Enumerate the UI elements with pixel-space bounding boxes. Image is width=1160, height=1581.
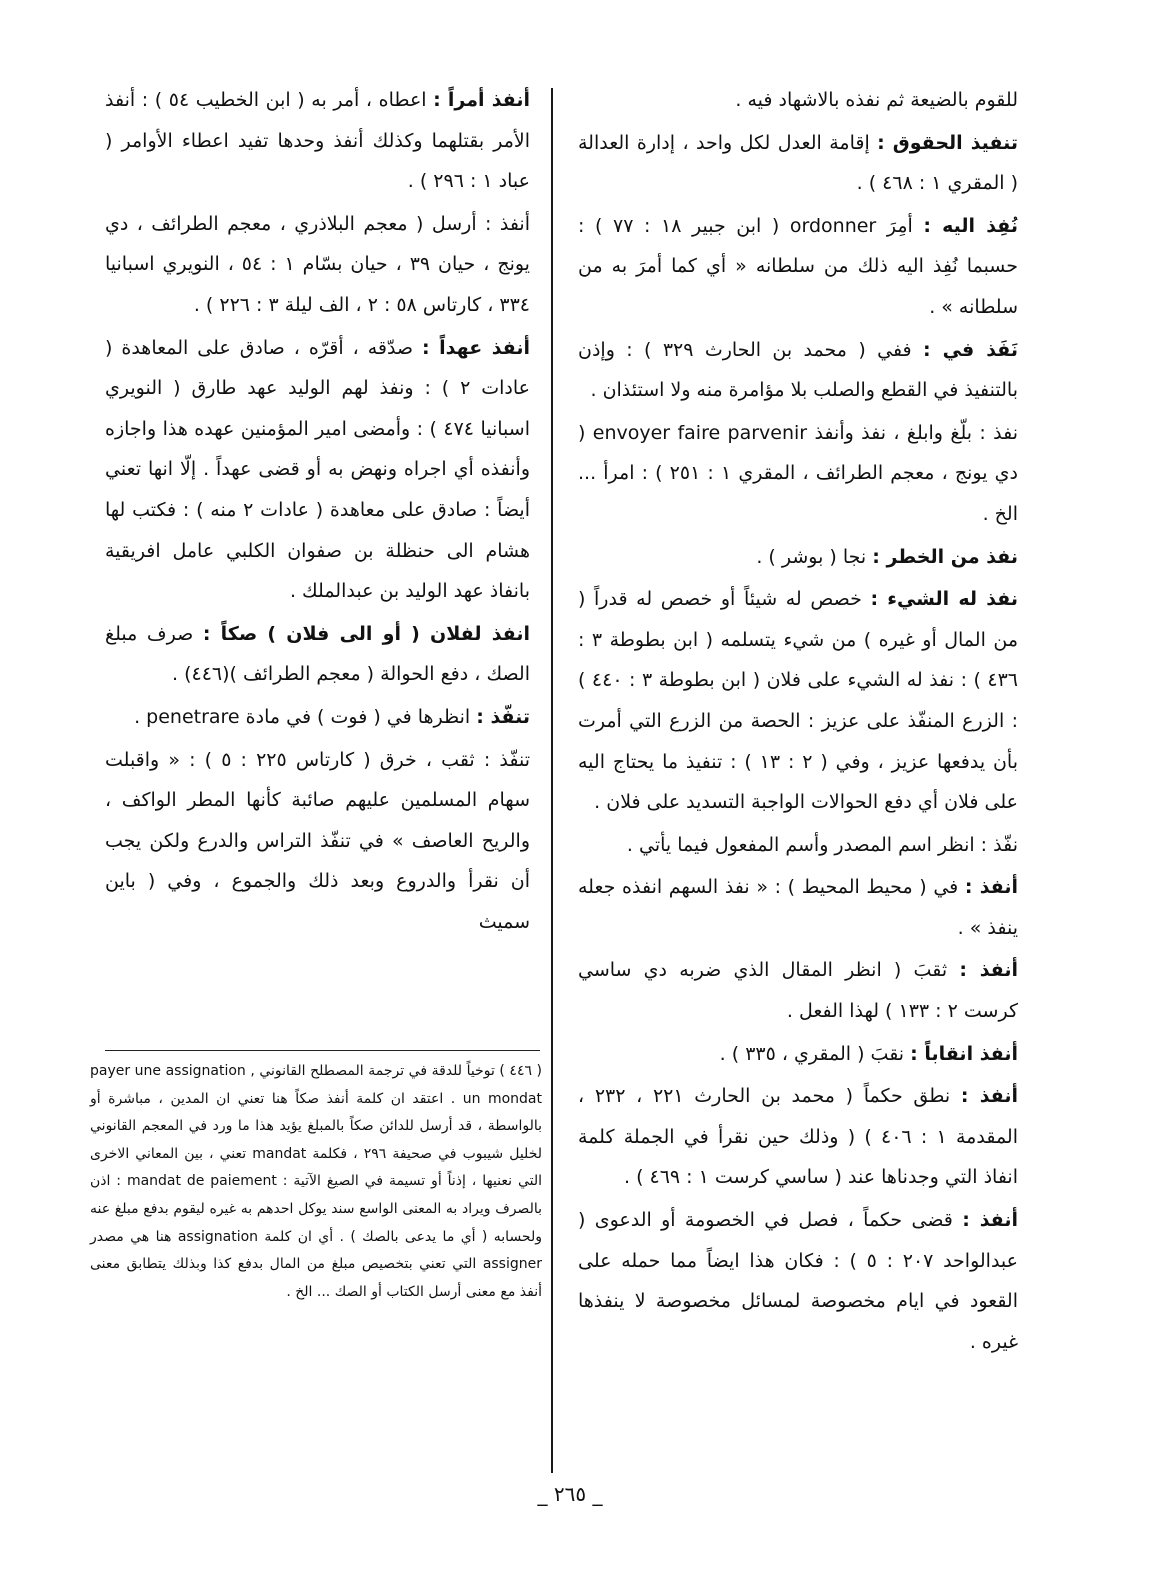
footnote-text: ( ٤٤٦ ) توخياً للدقة في ترجمة المصطلح القانوني payer une assignation , un mondat . اعتقد ان كلمة أنفذ صكاً هنا تعني ان المدين ، مباشرة أو بالواسطة ، قد أرسل للدائن صكاً بالمبلغ يؤيد هذا ما ورد في المعجم القانوني لخليل شيبوب في صحيفة ٢٩٦ ، فكلمة mandat تعني ، بين المعاني الاخرى التي نعنيها ، إذناً أو تسيمة في الصيغ الآتية : mandat de paiement : اذن بالصرف ويراد به المعنى الواسع سند يوكل احدهم به غيره ليقوم بدفع مبلغ عنه ولحسابه ( أي ما يدعى بالصك ) . أي ان كلمة assignation هنا هي مصدر assigner التي تعني بتخصيص مبلغ من المال بدفع كذا وبذلك يتطابق معنى أنفذ مع معنى أرسل الكتاب أو الصك ... الخ . (90, 1063, 543, 1300)
entry-text: إقامة العدل لكل واحد ، إدارة العدالة ( المقري ١ : ٤٦٨ ) . (578, 131, 1018, 195)
entry-head: انفذ لفلان ( أو الى فلان ) صكاً : (202, 622, 530, 645)
entry (105, 697, 530, 738)
column-divider (551, 88, 553, 1473)
entry (578, 1200, 1018, 1362)
entry-text: ففي ( محمد بن الحارث ٣٢٩ ) : وإذن بالتنفيذ في القطع والصلب بلا مؤامرة منه ولا استئذان . (578, 338, 1018, 402)
entry-head: نَفَذ في : (923, 338, 1018, 361)
entry-text: نطق حكماً ( محمد بن الحارث ٢٢١ ، ٢٣٢ ، المقدمة ١ : ٤٠٦ ) ( وذلك حين نقرأ في الجملة كلمة انفاذ التي وجدناها عند ( ساسي كرست ١ : ٤٦٩ ) . (578, 1085, 1018, 1189)
entry-text: ثقبَ ( انظر المقال الذي ضربه دي ساسي كرست ٢ : ١٣٣ ) لهذا الفعل . (578, 959, 1018, 1023)
entry-text: قضى حكماً ، فصل في الخصومة أو الدعوى ( عبدالواحد ٢٠٧ : ٥ ) : فكان هذا ايضاً مما حمله على القعود في ايام مخصوصة لمسائل مخصوصة لا ينفذها غيره . (578, 1209, 1019, 1353)
entry-head: أنفذ : (960, 1085, 1018, 1108)
entry-text: أنفذ : أرسل ( معجم البلاذري ، معجم الطرائف ، دي يونج ، حيان ٣٩ ، حيان بسّام ١ : ٥٤ ، النويري اسبانيا ٣٣٤ ، كارتاس ٥٨ : ٢ ، الف ليلة ٣ : ٢٢٦ ) . (105, 212, 530, 316)
entry (578, 413, 1018, 535)
entry (578, 123, 1018, 204)
entry (578, 206, 1018, 328)
entry (105, 328, 530, 612)
entry-text: نفّذ : انظر اسم المصدر وأسم المفعول فيما يأتي . (626, 833, 1018, 856)
entry-text: أمِرَ ordonner ( ابن جبير ١٨ : ٧٧ ) : حسبما نُفِذ اليه ذلك من سلطانه « أي كما أمرَ به من سلطانه » . (578, 214, 1018, 318)
entry (105, 204, 530, 326)
entry-text: نجا ( بوشر ) . (756, 545, 873, 568)
entry (578, 80, 1018, 121)
entry (578, 825, 1018, 866)
entry-text: صرف مبلغ الصك ، دفع الحوالة ( معجم الطرائف )(٤٤٦) . (105, 622, 530, 686)
entry-head: أنفذ : (962, 1209, 1018, 1232)
entry-text: اعطاه ، أمر به ( ابن الخطيب ٥٤ ) : أنفذ الأمر بقتلهما وكذلك أنفذ وحدها تفيد اعطاء الأوامر ( عباد ١ : ٢٩٦ ) . (105, 89, 530, 193)
entry-text: نقبَ ( المقري ، ٣٣٥ ) . (719, 1042, 911, 1065)
entry-head: أنفذ انقاباً : (910, 1042, 1018, 1065)
entry (578, 579, 1018, 823)
entry-text: في ( محيط المحيط ) : « نفذ السهم انفذه جعله ينفذ » . (578, 876, 1018, 939)
entry-text: انظرها في ( فوت ) في مادة penetrare . (134, 705, 477, 728)
entry-head: تنفّذ : (476, 705, 530, 728)
entry (105, 80, 530, 202)
entry (578, 950, 1018, 1031)
entry-text: للقوم بالضيعة ثم نفذه بالاشهاد فيه . (735, 89, 1018, 111)
entry-head: أنفذ : (959, 959, 1019, 982)
entry (578, 330, 1018, 411)
footnote (90, 1058, 542, 1306)
page-number: _ ٢٦٥ _ (537, 1482, 603, 1506)
entry-text: خصص له شيئاً أو خصص له قدراً ( من المال أو غيره ) من شيء يتسلمه ( ابن بطوطة ٣ : ٤٣٦ ) : نفذ له الشيء على فلان ( ابن بطوطة ٣ : ٤٤٠ ) : الزرع المنفّذ على عزيز : الحصة من الزرع التي أمرت بأن يدفعها عزيز ، وفي ( ٢ : ١٣ ) : تنفيذ ما يحتاج اليه على فلان أي دفع الحوالات الواجبة التسديد على فلان . (578, 588, 1019, 814)
entry (578, 867, 1018, 948)
entry (105, 740, 530, 943)
entry-head: تنفيذ الحقوق : (877, 131, 1019, 154)
entry-text: تنفّذ : ثقب ، خرق ( كارتاس ٢٢٥ : ٥ ) : « واقبلت سهام المسلمين عليهم صائبة كأنها المطر الواكف ، والريح العاصف » في تنفّذ التراس والدرع ولكن يجب أن نقرأ والدروع وبعد ذلك والجموع ، وفي ( باين سميث (105, 748, 530, 933)
entry-head: نفذ من الخطر : (872, 545, 1018, 568)
entry-text: نفذ : بلّغ وابلغ ، نفذ وأنفذ envoyer faire parvenir ( دي يونج ، معجم الطرائف ، المقري ١ : ٢٥١ ) : امرأ ... الخ . (578, 421, 1018, 525)
entry (578, 537, 1018, 578)
entry-text: صدّقه ، أقرّه ، صادق على المعاهدة ( عادات ٢ ) : ونفذ لهم الوليد عهد طارق ( النويري اسبانيا ٤٧٤ ) : وأمضى امير المؤمنين عهده هذا واجازه وأنفذه أي اجراه ونهض به أو قضى عهداً . إلّا انها تعني أيضاً : صادق على معاهدة ( عادات ٢ منه ) : فكتب لها هشام الى حنظلة بن صفوان الكلبي عامل افريقية بانفاذ عهد الوليد بن عبدالملك . (105, 336, 530, 603)
entry-head: أنفذ أمراً : (433, 89, 530, 111)
entry-head: أنفذ عهداً : (422, 336, 530, 359)
entry (578, 1076, 1018, 1198)
entry (105, 614, 530, 695)
entry-head: نُفِذ اليه : (923, 214, 1018, 237)
entry-head: أنفذ : (964, 876, 1018, 899)
right-column (578, 80, 1018, 1362)
footnote-rule (105, 1050, 540, 1051)
left-column (105, 80, 530, 942)
entry-head: نفذ له الشيء : (870, 588, 1018, 611)
entry (578, 1034, 1018, 1075)
